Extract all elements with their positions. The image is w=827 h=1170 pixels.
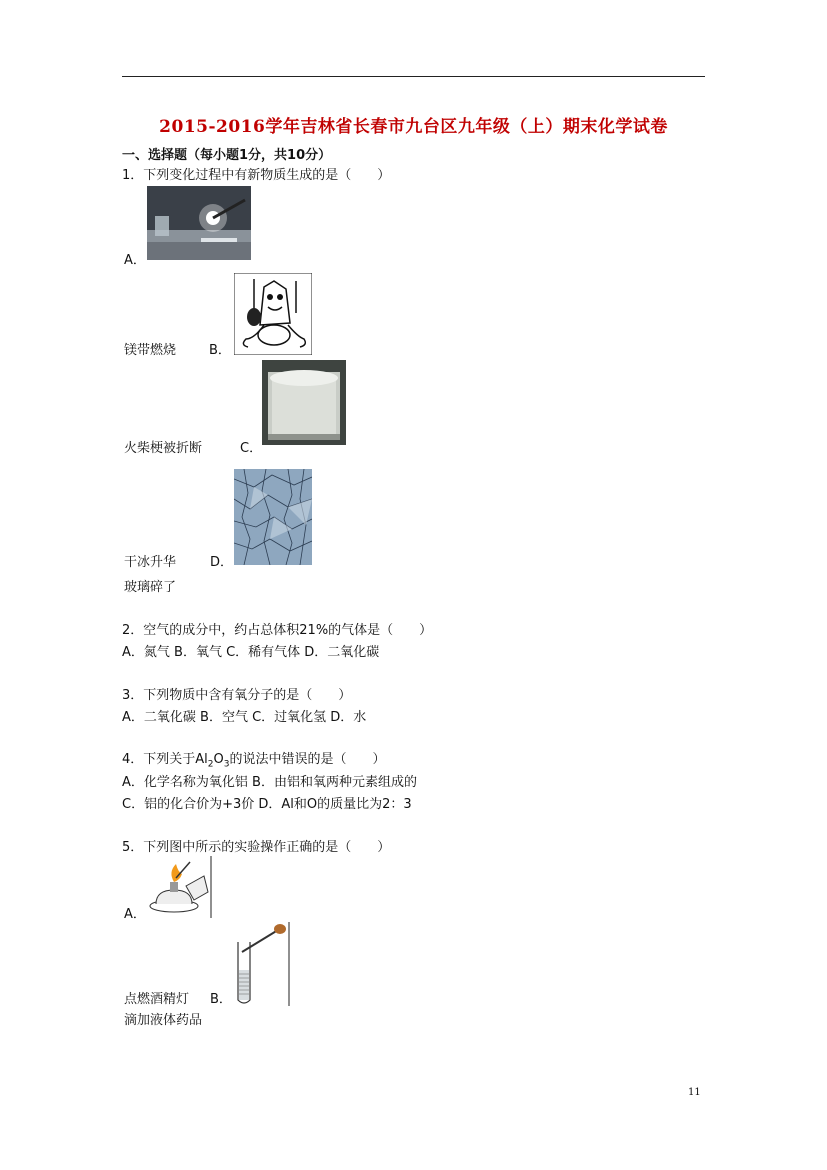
q1-option-d-label: D． <box>210 555 234 570</box>
q4-stem-post: 的说法中错误的是（ ） <box>229 752 386 767</box>
q5-lighting-lamp-image <box>146 856 212 918</box>
q4-stem-pre: 4．下列关于Al <box>122 752 208 767</box>
q1-stem: 1．下列变化过程中有新物质生成的是（ ） <box>122 168 391 183</box>
q1-option-a-text: 镁带燃烧 <box>124 343 177 358</box>
q3-options: A．二氧化碳 B．空气 C．过氧化氢 D．水 <box>122 710 367 725</box>
q1-option-c-label: C． <box>240 441 263 456</box>
q4-stem-mid: O <box>213 752 224 767</box>
q5-dropping-liquid-image <box>232 922 290 1006</box>
q1-option-b-text: 火柴梗被折断 <box>124 441 203 456</box>
q4-options-line1: A．化学名称为氧化铝 B．由铝和氧两种元素组成的 <box>122 775 417 790</box>
q1-broken-match-image <box>234 273 312 355</box>
q2-stem: 2．空气的成分中，约占总体积21%的气体是（ ） <box>122 623 433 638</box>
q4-stem <box>122 752 386 773</box>
q1-option-b-label: B． <box>209 343 231 358</box>
header-rule <box>122 76 705 77</box>
q4-subscript-3: 3 <box>223 759 230 770</box>
q4-subscript-2: 2 <box>207 759 214 770</box>
q5-option-a-label: A． <box>124 907 146 922</box>
q5-stem: 5．下列图中所示的实验操作正确的是（ ） <box>122 840 391 855</box>
q5-option-b-text: 滴加液体药品 <box>124 1013 203 1028</box>
q2-options: A．氮气 B．氧气 C．稀有气体 D．二氧化碳 <box>122 645 380 660</box>
section-heading: 一、选择题（每小题1分，共10分） <box>122 148 332 163</box>
q1-option-a-label: A． <box>124 253 146 268</box>
q5-option-b-label: B． <box>210 992 232 1007</box>
q5-option-a-text: 点燃酒精灯 <box>124 992 190 1007</box>
q1-broken-glass-image <box>234 469 312 565</box>
q1-option-d-text: 玻璃碎了 <box>124 580 177 595</box>
q4-options-line2: C．铝的化合价为+3价 D．Al和O的质量比为2：3 <box>122 797 412 812</box>
q1-option-c-text: 干冰升华 <box>124 555 177 570</box>
q1-dry-ice-image <box>262 360 346 445</box>
page-title: 2015-2016学年吉林省长春市九台区九年级（上）期末化学试卷 <box>159 117 668 137</box>
page-number: 11 <box>688 1087 701 1098</box>
q1-magnesium-burning-image <box>147 186 251 260</box>
q3-stem: 3．下列物质中含有氧分子的是（ ） <box>122 688 352 703</box>
